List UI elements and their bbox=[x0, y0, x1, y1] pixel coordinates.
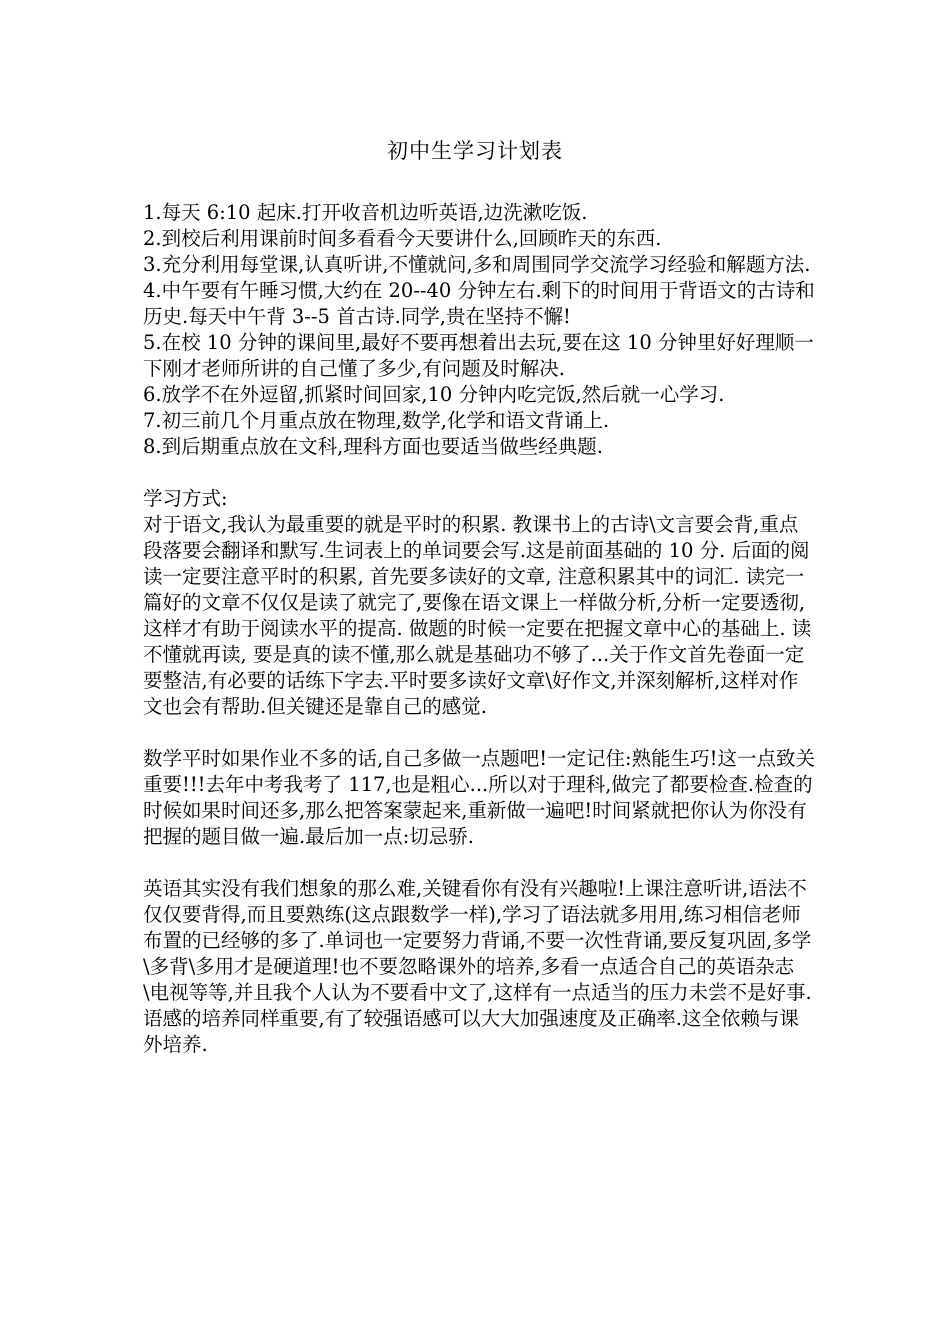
paragraph-gap bbox=[143, 720, 815, 746]
document-body bbox=[143, 200, 815, 1058]
plan-item: 4.中午要有午睡习惯,大约在 20--40 分钟左右.剩下的时间用于背语文的古诗和历史.每天中午背 3--5 首古诗.同学,贵在坚持不懈! bbox=[143, 279, 815, 328]
plan-item: 8.到后期重点放在文科,理科方面也要适当做些经典题. bbox=[143, 435, 604, 458]
math-paragraph: 数学平时如果作业不多的话,自己多做一点题吧!一定记住:熟能生巧!这一点致关重要!!!去年中考我考了 117,也是粗心...所以对于理科,做完了都要检查.检查的时候如果时间还多,那么把答案蒙起来,重新做一遍吧!时间紧就把你认为你没有把握的题目做一遍.最后加一点:切忌骄. bbox=[143, 747, 815, 848]
paragraph-gap bbox=[143, 850, 815, 876]
page-title: 初中生学习计划表 bbox=[387, 139, 563, 163]
plan-item: 7.初三前几个月重点放在物理,数学,化学和语文背诵上. bbox=[143, 409, 610, 432]
method-heading: 学习方式: bbox=[143, 487, 228, 510]
plan-item: 1.每天 6:10 起床.打开收音机边听英语,边洗漱吃饭. bbox=[143, 201, 588, 224]
plan-item: 6.放学不在外逗留,抓紧时间回家,10 分钟内吃完饭,然后就一心学习. bbox=[143, 383, 725, 406]
english-paragraph: 英语其实没有我们想象的那么难,关键看你有没有兴趣啦!上课注意听讲,语法不仅仅要背得,而且要熟练(这点跟数学一样),学习了语法就多用用,练习相信老师布置的已经够的多了.单词也一定要努力背诵,不要一次性背诵,要反复巩固,多学\多背\多用才是硬道理!也不要忽略课外的培养,多看一点适合自己的英语杂志\电视等等,并且我个人认为不要看中文了,这样有一点适当的压力未尝不是好事.语感的培养同样重要,有了较强语感可以大大加强速度及正确率.这全依赖与课外培养. bbox=[143, 877, 812, 1056]
plan-item: 5.在校 10 分钟的课间里,最好不要再想着出去玩,要在这 10 分钟里好好理顺一下刚才老师所讲的自己懂了多少,有问题及时解决. bbox=[143, 331, 814, 380]
plan-item: 3.充分利用每堂课,认真听讲,不懂就问,多和周围同学交流学习经验和解题方法. bbox=[143, 253, 811, 276]
chinese-paragraph: 对于语文,我认为最重要的就是平时的积累. 教课书上的古诗\文言要会背,重点段落要会翻译和默写.生词表上的单词要会写.这是前面基础的 10 分. 后面的阅读一定要注意平时的积累, 首先要多读好的文章, 注意积累其中的词汇. 读完一篇好的文章不仅仅是读了就完了,要像在语文课上一样做分析,分析一定要透彻,这样才有助于阅读水平的提高. 做题的时候一定要在把握文章中心的基础上. 读不懂就再读, 要是真的读不懂,那么就是基础功不够了...关于作文首先卷面一定要整洁,有必要的话练下字去.平时要多读好文章\好作文,并深刻解析,这样对作文也会有帮助.但关键还是靠自己的感觉. bbox=[143, 513, 812, 718]
paragraph-gap bbox=[143, 460, 815, 486]
plan-item: 2.到校后利用课前时间多看看今天要讲什么,回顾昨天的东西. bbox=[143, 227, 662, 250]
